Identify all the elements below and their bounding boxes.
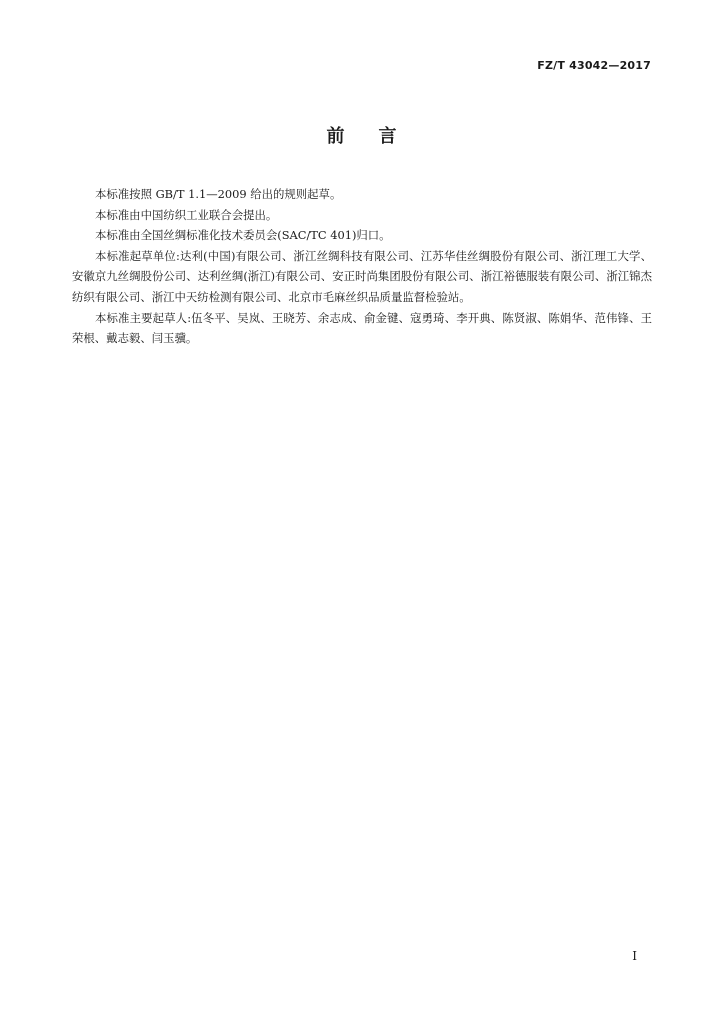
paragraph-drafting-units: 本标准起草单位:达利(中国)有限公司、浙江丝绸科技有限公司、江苏华佳丝绸股份有限公司、浙江理工大学、安徽京九丝绸股份公司、达利丝绸(浙江)有限公司、安正时尚集团股份有限公司、浙江裕德服装有限公司、浙江锦杰纺织有限公司、浙江中天纺检测有限公司、北京市毛麻丝织品质量监督检验站。 — [72, 248, 652, 304]
foreword-body — [72, 184, 652, 349]
page-number: I — [632, 949, 637, 963]
paragraph-drafting-rules: 本标准按照 GB/T 1.1—2009 给出的规则起草。 — [95, 187, 342, 201]
paragraph-proposer: 本标准由中国纺织工业联合会提出。 — [95, 207, 278, 222]
standard-code: FZ/T 43042—2017 — [537, 59, 651, 72]
page-title: 前言 — [326, 126, 431, 147]
paragraph-technical-committee: 本标准由全国丝绸标准化技术委员会(SAC/TC 401)归口。 — [95, 228, 391, 243]
paragraph-drafters: 本标准主要起草人:伍冬平、吴岚、王晓芳、余志成、俞金键、寇勇琦、李开典、陈贤淑、陈娟华、范伟锋、王荣根、戴志毅、闫玉骥。 — [72, 310, 652, 346]
